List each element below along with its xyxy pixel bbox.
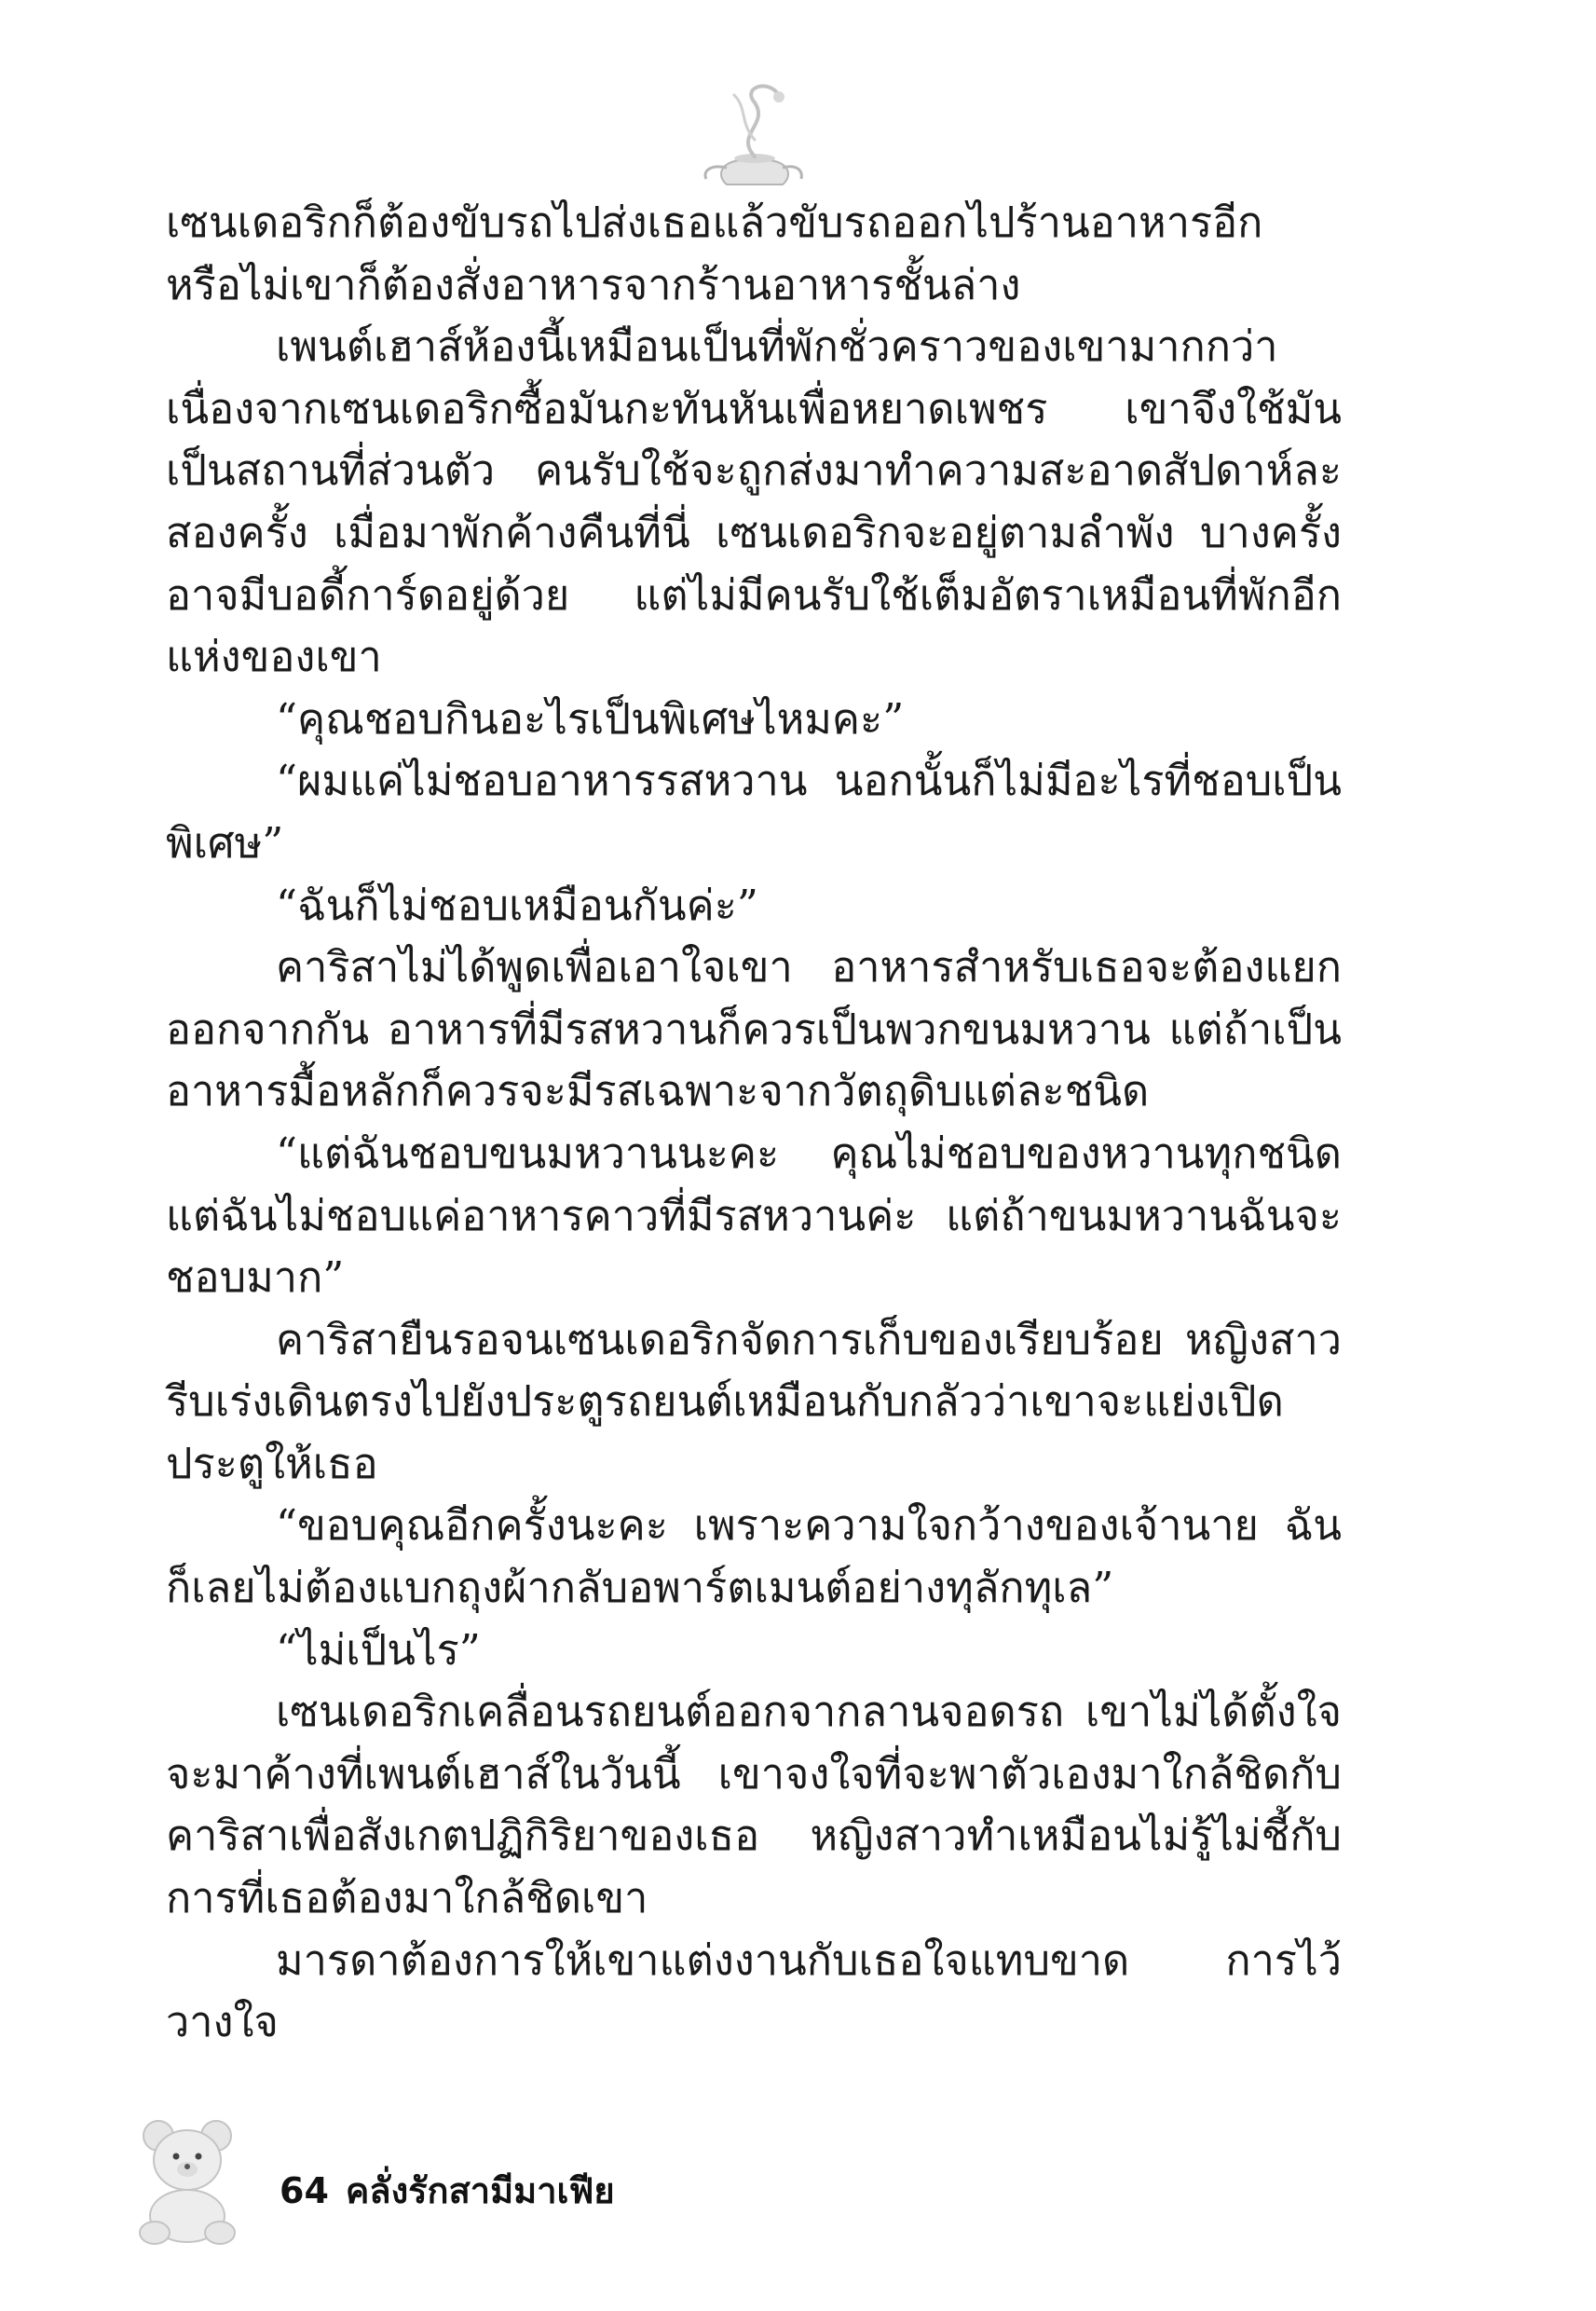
paragraph-6: คาริสาไม่ได้พูดเพื่อเอาใจเขา อาหารสำหรับเธอจะต้องแยกออกจากกัน อาหารที่มีรสหวานก็ควรเป็นพวกขนมหวาน แต่ถ้าเป็นอาหารมื้อหลักก็ควรจะมีรสเฉพาะจากวัตถุดิบแต่ละชนิด bbox=[166, 942, 1342, 1116]
paragraph-3: “คุณชอบกินอะไรเป็นพิเศษไหมคะ” bbox=[276, 693, 905, 744]
paragraph-11: เซนเดอริกเคลื่อนรถยนต์ออกจากลานจอดรถ เขาไม่ได้ตั้งใจจะมาค้างที่เพนต์เฮาส์ในวันนี้ เขาจงใจที่จะพาตัวเองมาใกล้ชิดกับคาริสาเพื่อสังเกตปฏิกิริยาของเธอ หญิงสาวทำเหมือนไม่รู้ไม่ชี้กับการที่เธอต้องมาใกล้ชิดเขา bbox=[166, 1687, 1342, 1923]
book-title: คลั่งรักสามีมาเฟีย bbox=[345, 2170, 615, 2211]
paragraph-4: “ผมแค่ไม่ชอบอาหารรสหวาน นอกนั้นก็ไม่มีอะไรที่ชอบเป็นพิเศษ” bbox=[166, 756, 1342, 868]
paragraph-12: มารดาต้องการให้เขาแต่งงานกับเธอใจแทบขาด การไว้วางใจ bbox=[166, 1935, 1342, 2047]
paragraph-7: “แต่ฉันชอบขนมหวานนะคะ คุณไม่ชอบของหวานทุกชนิด แต่ฉันไม่ชอบแค่อาหารคาวที่มีรสหวานค่ะ แต่ถ้าขนมหวานฉันจะชอบมาก” bbox=[166, 1128, 1342, 1303]
teapot-ornament-icon bbox=[689, 75, 820, 196]
page-number: 64 bbox=[280, 2170, 329, 2211]
page-footer bbox=[280, 2162, 615, 2219]
paragraph-9: “ขอบคุณอีกครั้งนะคะ เพราะความใจกว้างของเจ้านาย ฉันก็เลยไม่ต้องแบกถุงผ้ากลับอพาร์ตเมนต์อย่างทุลักทุเล” bbox=[166, 1500, 1342, 1613]
paragraph-1: เซนเดอริกก็ต้องขับรถไปส่งเธอแล้วขับรถออกไปร้านอาหารอีก หรือไม่เขาก็ต้องสั่งอาหารจากร้านอาหารชั้นล่าง bbox=[166, 198, 1263, 309]
paragraph-8: คาริสายืนรอจนเซนเดอริกจัดการเก็บของเรียบร้อย หญิงสาวรีบเร่งเดินตรงไปยังประตูรถยนต์เหมือนกับกลัวว่าเขาจะแย่งเปิดประตูให้เธอ bbox=[166, 1314, 1342, 1488]
paragraph-10: “ไม่เป็นไร” bbox=[276, 1624, 481, 1675]
teddy-bear-icon bbox=[130, 2115, 247, 2246]
body-text bbox=[166, 192, 1342, 2054]
paragraph-2: เพนต์เฮาส์ห้องนี้เหมือนเป็นที่พักชั่วคราวของเขามากกว่า เนื่องจากเซนเดอริกซื้อมันกะทันหันเพื่อหยาดเพชร เขาจึงใช้มันเป็นสถานที่ส่วนตัว คนรับใช้จะถูกส่งมาทำความสะอาดสัปดาห์ละสองครั้ง เมื่อมาพักค้างคืนที่นี่ เซนเดอริกจะอยู่ตามลำพัง บางครั้งอาจมีบอดี้การ์ดอยู่ด้วย แต่ไม่มีคนรับใช้เต็มอัตราเหมือนที่พักอีกแห่งของเขา bbox=[166, 321, 1342, 682]
paragraph-5: “ฉันก็ไม่ชอบเหมือนกันค่ะ” bbox=[276, 880, 758, 930]
